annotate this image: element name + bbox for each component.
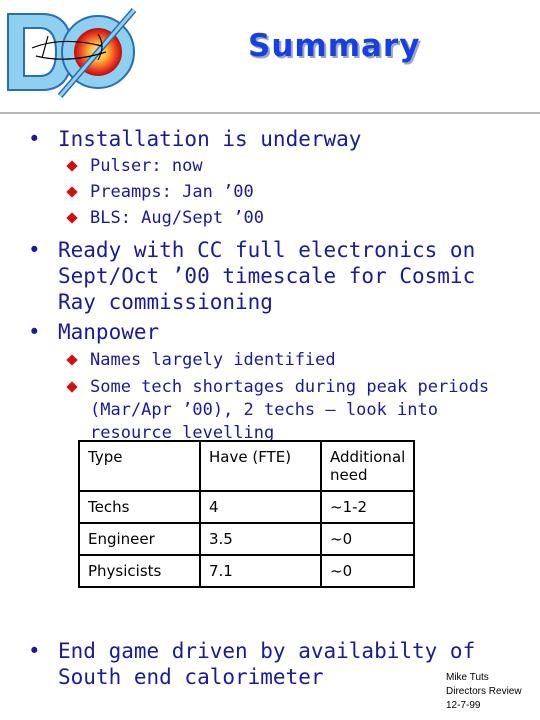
table-row bbox=[79, 523, 414, 555]
sub-bullet-text: Names largely identified bbox=[90, 350, 336, 370]
table-header-cell: Type bbox=[79, 441, 200, 491]
diamond-bullet-icon bbox=[66, 354, 77, 365]
bullet-text: End game driven by availabilty of South end calorimeter bbox=[58, 639, 476, 689]
table-cell: Engineer bbox=[79, 523, 200, 555]
table-cell: 7.1 bbox=[200, 555, 321, 587]
table-row bbox=[79, 555, 414, 587]
table-cell: ~1-2 bbox=[321, 491, 414, 523]
bullet-dot: • bbox=[28, 639, 41, 663]
bullet-text: Installation is underway bbox=[58, 127, 362, 151]
table-cell: 4 bbox=[200, 491, 321, 523]
footer-date: 12-7-99 bbox=[446, 700, 481, 711]
table-cell: Techs bbox=[79, 491, 200, 523]
bullet-dot: • bbox=[28, 238, 41, 262]
bullet-dot: • bbox=[28, 127, 41, 151]
sub-bullet-text: Some tech shortages during peak periods (Mar/Apr ’00), 2 techs – look into resource levelling bbox=[90, 377, 490, 443]
d0-logo bbox=[2, 6, 140, 98]
table-header-cell: Have (FTE) bbox=[200, 441, 321, 491]
slide-footer bbox=[446, 671, 522, 713]
table-row bbox=[79, 491, 414, 523]
diamond-bullet-icon bbox=[66, 212, 77, 223]
sub-bullet-text: Pulser: now bbox=[90, 156, 203, 176]
table-header-row bbox=[79, 441, 414, 491]
footer-author: Mike Tuts bbox=[446, 672, 489, 683]
title-divider bbox=[0, 112, 540, 114]
sub-bullet-text: Preamps: Jan ’00 bbox=[90, 182, 254, 202]
table-cell: 3.5 bbox=[200, 523, 321, 555]
bullet-text: Manpower bbox=[58, 320, 160, 344]
diamond-bullet-icon bbox=[66, 186, 77, 197]
manpower-table bbox=[78, 440, 415, 588]
sub-bullet-text: BLS: Aug/Sept ’00 bbox=[90, 208, 264, 228]
bullet-text: Ready with CC full electronics on Sept/Oct ’00 timescale for Cosmic Ray commissioning bbox=[58, 238, 476, 314]
diamond-bullet-icon bbox=[66, 381, 77, 392]
diamond-bullet-icon bbox=[66, 160, 77, 171]
bullet-dot: • bbox=[28, 320, 41, 344]
slide-title: Summary bbox=[248, 28, 421, 64]
table-cell: Physicists bbox=[79, 555, 200, 587]
table-cell: ~0 bbox=[321, 555, 414, 587]
table-header-cell: Additional need bbox=[321, 441, 414, 491]
footer-event: Directors Review bbox=[446, 686, 522, 697]
table-cell: ~0 bbox=[321, 523, 414, 555]
